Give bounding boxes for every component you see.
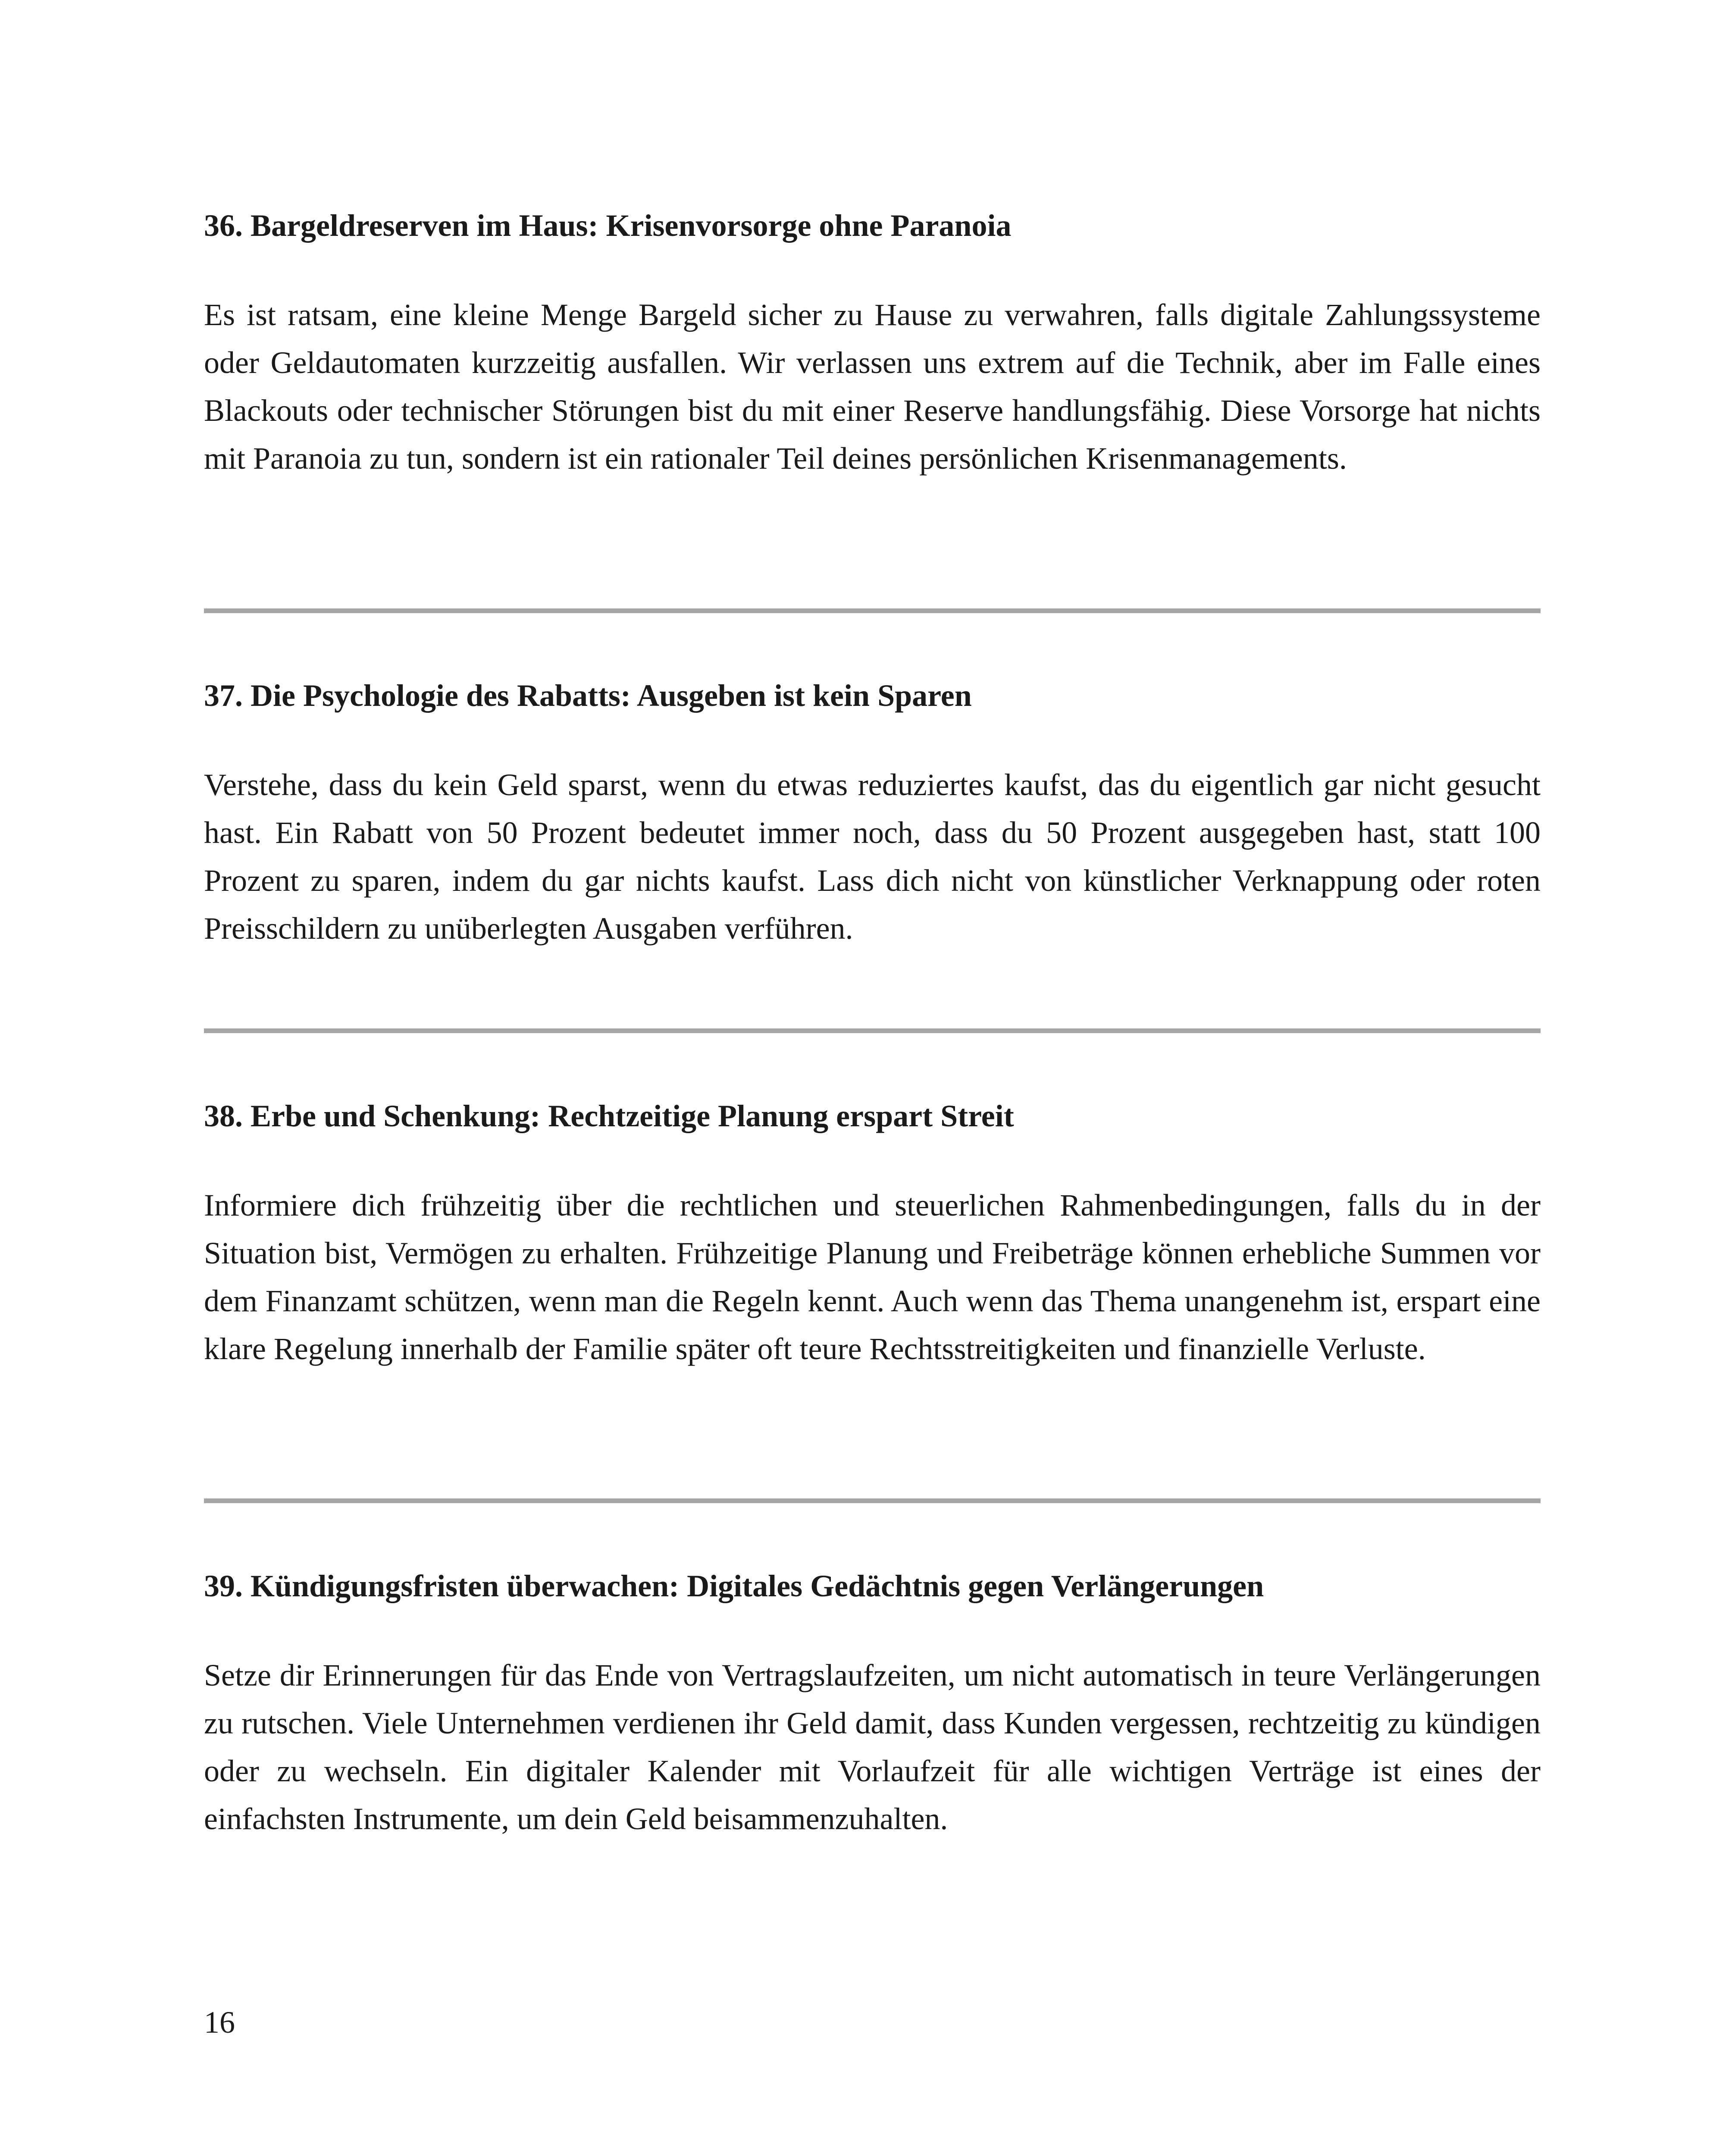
section-body: Setze dir Erinnerungen für das Ende von Vertragslaufzeiten, um nicht automatisch in teure Verlängerungen zu rutschen. Viele Unternehmen verdienen ihr Geld damit, dass Kunden vergessen, rechtzeitig zu kündigen oder zu wechseln. Ein digitaler Kalender mit Vorlaufzeit für alle wichtigen Verträge ist eines der einfachsten Instrumente, um dein Geld beisammenzuhalten.	[204, 1658, 1541, 1836]
page-number: 16	[204, 2005, 235, 2040]
section-37	[204, 676, 1541, 953]
section-divider	[204, 608, 1541, 613]
section-body: Es ist ratsam, eine kleine Menge Bargeld sicher zu Hause zu verwahren, falls digitale Zahlungssysteme oder Geldautomaten kurzzeitig ausfallen. Wir verlassen uns extrem auf die Technik, aber im Falle eines Blackouts oder technischer Störungen bist du mit einer Reserve handlungsfähig. Diese Vorsorge hat nichts mit Paranoia zu tun, sondern ist ein rationaler Teil deines persönlichen Krisenmanagements.	[204, 298, 1541, 476]
section-heading: 37. Die Psychologie des Rabatts: Ausgeben ist kein Sparen	[204, 678, 972, 713]
section-body: Informiere dich frühzeitig über die rechtlichen und steuerlichen Rahmenbedingungen, falls du in der Situation bist, Vermögen zu erhalten. Frühzeitige Planung und Freibeträge können erhebliche Summen vor dem Finanzamt schützen, wenn man die Regeln kennt. Auch wenn das Thema unangenehm ist, erspart eine klare Regelung innerhalb der Familie später oft teure Rechtsstreitigkeiten und finanzielle Verluste.	[204, 1188, 1541, 1366]
section-36	[204, 206, 1541, 483]
section-heading: 38. Erbe und Schenkung: Rechtzeitige Planung erspart Streit	[204, 1099, 1014, 1133]
section-heading: 36. Bargeldreserven im Haus: Krisenvorsorge ohne Paranoia	[204, 208, 1012, 243]
section-body: Verstehe, dass du kein Geld sparst, wenn du etwas reduziertes kaufst, das du eigentlich gar nicht gesucht hast. Ein Rabatt von 50 Prozent bedeutet immer noch, dass du 50 Prozent ausgegeben hast, statt 100 Prozent zu sparen, indem du gar nichts kaufst. Lass dich nicht von künstlicher Verknappung oder roten Preisschildern zu unüberlegten Ausgaben verführen.	[204, 768, 1541, 946]
section-divider	[204, 1028, 1541, 1033]
section-heading: 39. Kündigungsfristen überwachen: Digitales Gedächtnis gegen Verlängerungen	[204, 1569, 1264, 1603]
section-39	[204, 1567, 1541, 1843]
section-38	[204, 1097, 1541, 1373]
section-divider	[204, 1498, 1541, 1503]
